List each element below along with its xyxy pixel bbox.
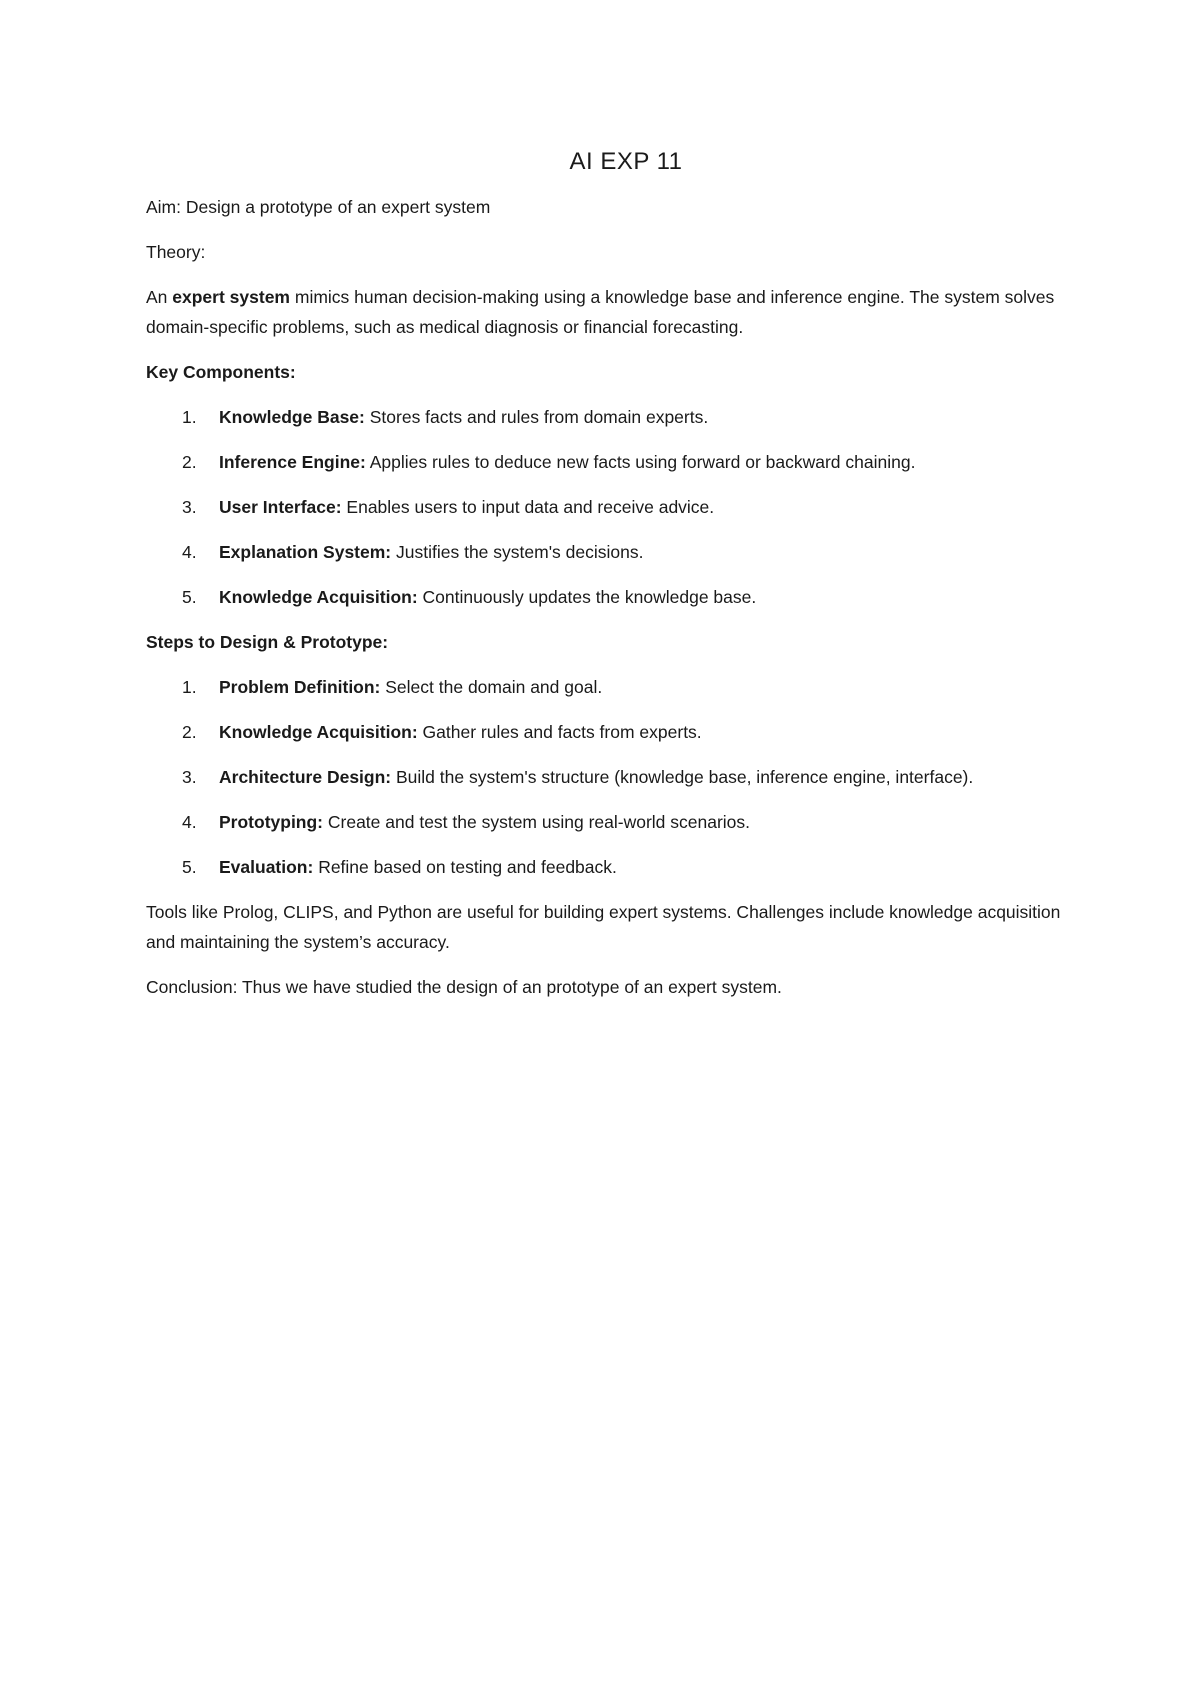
list-desc: Refine based on testing and feedback.: [313, 857, 617, 877]
tools-paragraph: Tools like Prolog, CLIPS, and Python are useful for building expert systems. Challenges include knowledge acquisition and maintaining the system’s accuracy.: [146, 902, 1061, 952]
list-item: [146, 762, 1066, 792]
list-desc: Build the system's structure (knowledge base, inference engine, interface).: [391, 767, 974, 787]
key-components-heading: Key Components:: [146, 362, 296, 382]
list-item: [146, 537, 1066, 567]
list-item: [146, 492, 1066, 522]
document-page: [146, 140, 1066, 1017]
list-term: Architecture Design:: [219, 767, 392, 787]
list-item: [146, 717, 1066, 747]
list-number: 3.: [182, 497, 197, 517]
list-desc: Justifies the system's decisions.: [391, 542, 644, 562]
list-number: 4.: [182, 542, 197, 562]
intro-text: mimics human decision-making using a knowledge base and inference engine. The system solves domain-specific problems, such as medical diagnosis or financial forecasting.: [146, 287, 1055, 337]
steps-heading: Steps to Design & Prototype:: [146, 632, 389, 652]
list-term: Knowledge Acquisition:: [219, 587, 418, 607]
list-number: 2.: [182, 722, 197, 742]
list-item: [146, 447, 1066, 477]
key-components-list: [146, 402, 1066, 612]
list-desc: Stores facts and rules from domain experts.: [364, 407, 709, 427]
list-term: Evaluation:: [219, 857, 314, 877]
list-number: 1.: [182, 407, 197, 427]
list-term: User Interface:: [219, 497, 342, 517]
aim-line: Aim: Design a prototype of an expert system: [146, 197, 491, 217]
list-item: [146, 852, 1066, 882]
list-term: Inference Engine:: [219, 452, 366, 472]
list-number: 2.: [182, 452, 197, 472]
intro-paragraph: [146, 282, 1066, 342]
list-desc: Select the domain and goal.: [380, 677, 603, 697]
list-number: 3.: [182, 767, 197, 787]
list-number: 5.: [182, 587, 197, 607]
list-item: [146, 582, 1066, 612]
list-term: Knowledge Acquisition:: [219, 722, 418, 742]
list-desc: Continuously updates the knowledge base.: [417, 587, 757, 607]
list-term: Problem Definition:: [219, 677, 381, 697]
intro-bold-term: expert system: [172, 287, 290, 307]
list-number: 5.: [182, 857, 197, 877]
theory-heading: Theory:: [146, 242, 206, 262]
steps-list: [146, 672, 1066, 882]
list-term: Prototyping:: [219, 812, 324, 832]
list-item: [146, 807, 1066, 837]
intro-prefix: An: [146, 287, 173, 307]
list-term: Knowledge Base:: [219, 407, 365, 427]
list-desc: Gather rules and facts from experts.: [417, 722, 702, 742]
conclusion-paragraph: Conclusion: Thus we have studied the design of an prototype of an expert system.: [146, 977, 782, 997]
list-term: Explanation System:: [219, 542, 392, 562]
list-number: 4.: [182, 812, 197, 832]
document-title: AI EXP 11: [569, 148, 683, 175]
list-item: [146, 672, 1066, 702]
list-number: 1.: [182, 677, 197, 697]
list-desc: Create and test the system using real-world scenarios.: [323, 812, 751, 832]
list-desc: Applies rules to deduce new facts using forward or backward chaining.: [365, 452, 916, 472]
list-desc: Enables users to input data and receive advice.: [341, 497, 715, 517]
list-item: [146, 402, 1066, 432]
